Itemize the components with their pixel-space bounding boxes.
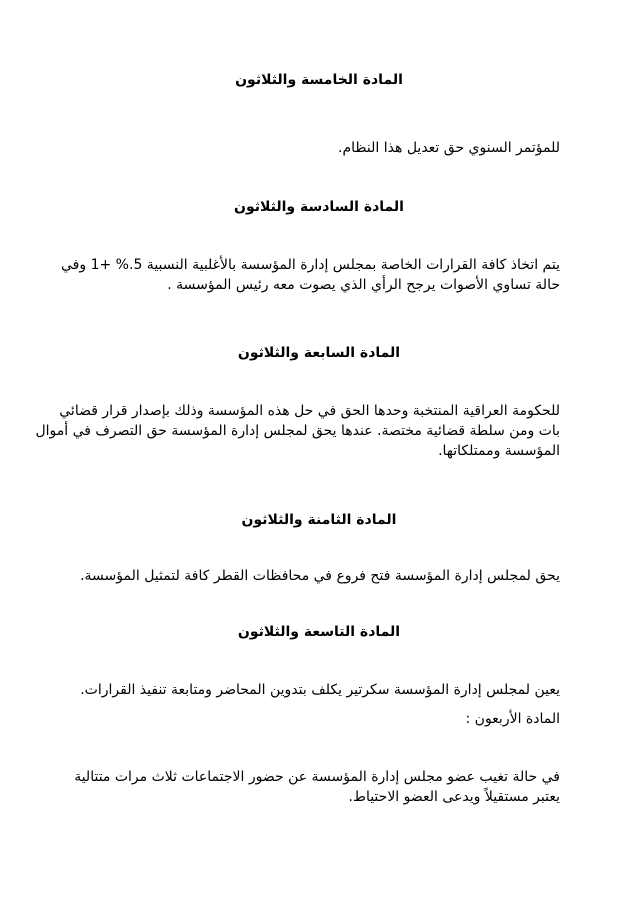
article-36-line-2: حالة تساوي الأصوات يرجح الرأي الذي يصوت معه رئيس المؤسسة . bbox=[167, 277, 560, 293]
article-37-line-2: بات ومن سلطة قضائية مختصة. عندها يحق لمجلس إدارة المؤسسة حق التصرف في أموال bbox=[35, 423, 560, 439]
article-39-text bbox=[80, 680, 560, 700]
article-39-heading: المادة التاسعة والثلاثون bbox=[237, 624, 401, 640]
article-36-line-1: يتم اتخاذ كافة القرارات الخاصة بمجلس إدارة المؤسسة بالأغلبية النسبية 5.% +1 وفي bbox=[61, 257, 560, 273]
article-35-text bbox=[338, 138, 560, 158]
article-39-line-1: يعين لمجلس إدارة المؤسسة سكرتير يكلف بتدوين المحاضر ومتابعة تنفيذ القرارات. bbox=[80, 682, 560, 698]
article-38-line-1: يحق لمجلس إدارة المؤسسة فتح فروع في محافظات القطر كافة لتمثيل المؤسسة. bbox=[80, 568, 560, 584]
article-40-heading-text: المادة الأربعون : bbox=[465, 711, 560, 727]
article-40-line-1: في حالة تغيب عضو مجلس إدارة المؤسسة عن حضور الاجتماعات ثلاث مرات متتالية bbox=[74, 769, 560, 785]
article-37-text bbox=[35, 401, 560, 461]
article-40-heading bbox=[466, 709, 561, 729]
article-37-line-1: للحكومة العراقية المنتخبة وحدها الحق في حل هذه المؤسسة وذلك بإصدار قرار قضائي bbox=[59, 403, 560, 419]
article-36-heading: المادة السادسة والثلاثون bbox=[234, 199, 404, 215]
article-35-heading: المادة الخامسة والثلاثون bbox=[235, 72, 403, 88]
article-40-text bbox=[74, 767, 560, 807]
article-38-text bbox=[80, 566, 560, 586]
article-38-heading: المادة الثامنة والثلاثون bbox=[241, 512, 397, 528]
article-36-text bbox=[61, 255, 560, 295]
article-37-line-3: المؤسسة وممتلكاتها. bbox=[438, 443, 560, 459]
article-35-line-1: للمؤتمر السنوي حق تعديل هذا النظام. bbox=[338, 140, 560, 156]
article-37-heading: المادة السابعة والثلاثون bbox=[237, 345, 401, 361]
article-40-line-2: يعتبر مستقيلاً ويدعى العضو الاحتياط. bbox=[348, 789, 560, 805]
